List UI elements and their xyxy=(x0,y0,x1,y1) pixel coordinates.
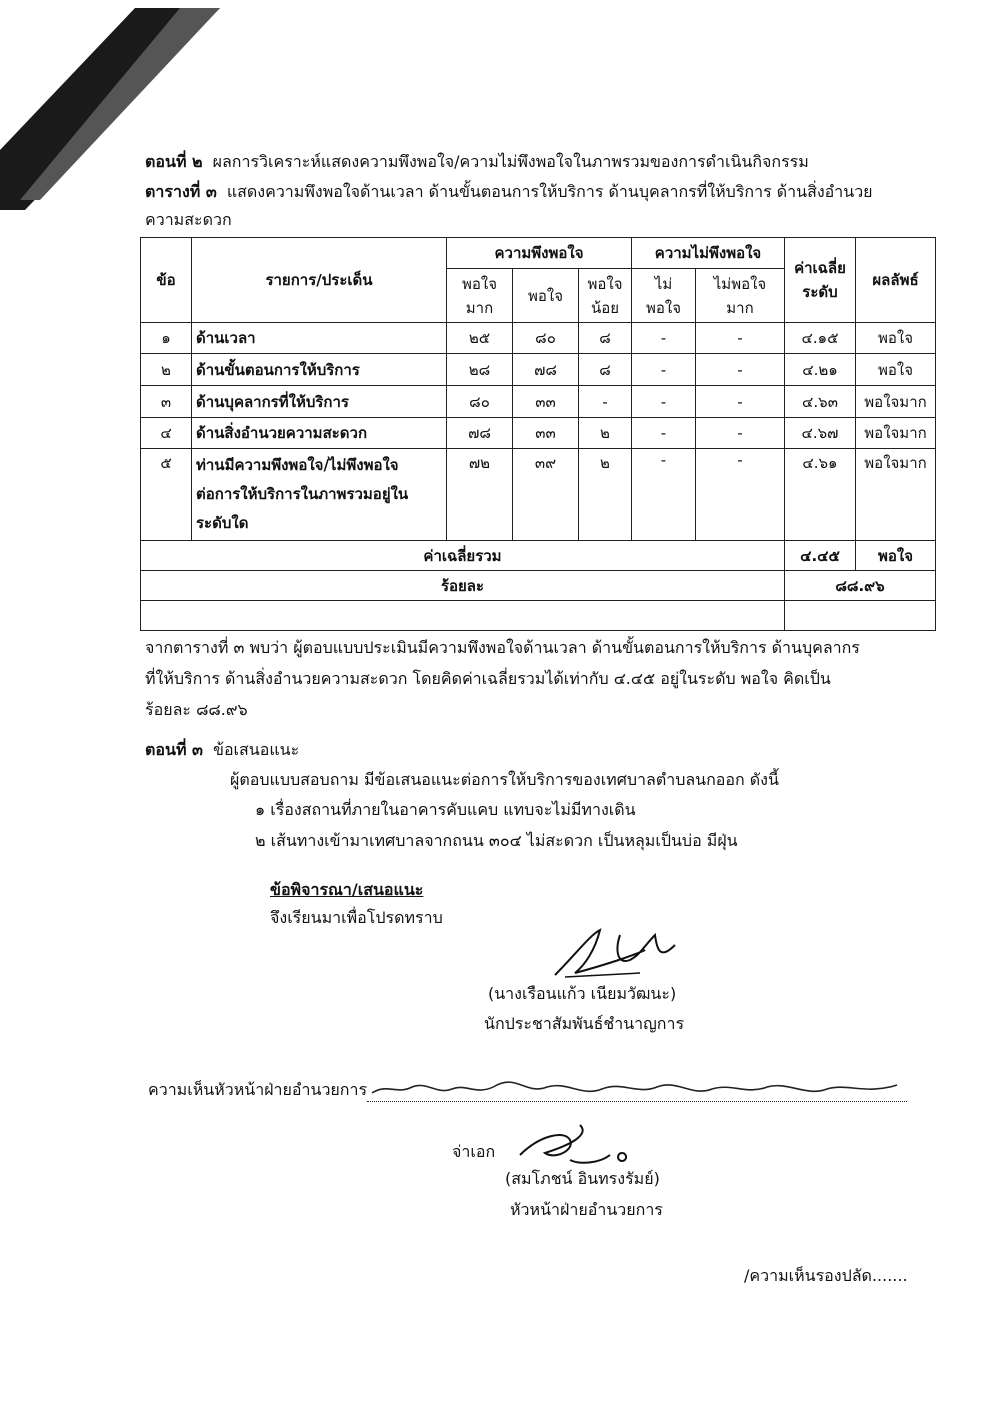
summary-line1: จากตารางที่ ๓ พบว่า ผู้ตอบแบบประเมินมีความพึงพอใจด้านเวลา ด้านขั้นตอนการให้บริการ ด้านบุคลากร xyxy=(145,638,860,657)
consideration-title: ข้อพิจารณา/เสนอแนะ xyxy=(270,880,424,899)
table-row: ๒ ด้านขั้นตอนการให้บริการ ๒๘ ๗๘ ๘ - - ๔.๒๑ พอใจ xyxy=(141,354,936,386)
percent-label: ร้อยละ xyxy=(141,571,785,601)
head-opinion-label: ความเห็นหัวหน้าฝ่ายอำนวยการ xyxy=(148,1080,368,1099)
suggestion-item: ๑ เรื่องสถานที่ภายในอาคารคับแคบ แทบจะไม่มีทางเดิน xyxy=(255,800,636,819)
consideration-text: จึงเรียนมาเพื่อโปรดทราบ xyxy=(270,908,443,927)
header-less-satisfied: พอใจ น้อย xyxy=(579,269,632,323)
summary-line3: ร้อยละ ๘๘.๙๖ xyxy=(145,700,248,719)
table-caption-line2: ความสะดวก xyxy=(145,210,232,229)
table-caption-label: ตารางที่ ๓ xyxy=(145,182,217,201)
table-caption-line1: แสดงความพึงพอใจด้านเวลา ด้านขั้นตอนการให้บริการ ด้านบุคลากรที่ให้บริการ ด้านสิ่งอำนวย xyxy=(226,182,873,201)
part2-label: ตอนที่ ๒ xyxy=(145,152,203,171)
part3-heading xyxy=(145,738,299,762)
results-table xyxy=(140,237,936,631)
part3-label: ตอนที่ ๓ xyxy=(145,740,203,759)
header-satisfaction: ความพึงพอใจ xyxy=(447,238,632,269)
table-caption xyxy=(145,180,873,204)
total-row xyxy=(141,541,936,571)
suggestion-item: ๒ เส้นทางเข้ามาเทศบาลจากถนน ๓๐๔ ไม่สะดวก เป็นหลุมเป็นบ่อ มีฝุ่น xyxy=(255,831,738,850)
signer1-name: (นางเรือนแก้ว เนียมวัฒนะ) xyxy=(488,984,677,1003)
table-row: ๔ ด้านสิ่งอำนวยความสะดวก ๗๘ ๓๓ ๒ - - ๔.๖๗ พอใจมาก xyxy=(141,418,936,449)
part3-intro: ผู้ตอบแบบสอบถาม มีข้อเสนอแนะต่อการให้บริการของเทศบาลตำบลนกออก ดังนี้ xyxy=(230,770,779,789)
header-dissatisfaction: ความไม่พึงพอใจ xyxy=(632,238,785,269)
header-dissatisfied: ไม่ พอใจ xyxy=(632,269,696,323)
header-very-dissatisfied: ไม่พอใจ มาก xyxy=(696,269,785,323)
percent-row xyxy=(141,571,936,601)
signer2-rank: จ่าเอก xyxy=(452,1142,496,1161)
table-row: ๑ ด้านเวลา ๒๕ ๘๐ ๘ - - ๔.๑๕ พอใจ xyxy=(141,323,936,354)
percent-value: ๘๘.๙๖ xyxy=(785,571,936,601)
signature-2 xyxy=(510,1115,640,1175)
signer1-position: นักประชาสัมพันธ์ชำนาญการ xyxy=(484,1014,685,1033)
total-label: ค่าเฉลี่ยรวม xyxy=(141,541,785,571)
signature-1 xyxy=(545,915,685,985)
empty-row xyxy=(141,601,936,631)
header-average: ค่าเฉลี่ย ระดับ xyxy=(785,238,856,323)
handwritten-comment xyxy=(367,1075,907,1101)
signer2-position: หัวหน้าฝ่ายอำนวยการ xyxy=(510,1200,663,1219)
footer-next-page: /ความเห็นรองปลัด....... xyxy=(744,1266,908,1285)
table-row: ๕ ท่านมีความพึงพอใจ/ไม่พึงพอใจ ต่อการให้บริการในภาพรวมอยู่ใน ระดับใด ๗๒ ๓๙ ๒ - - ๔.๖๑ พอใจมาก xyxy=(141,449,936,541)
part3-text: ข้อเสนอแนะ xyxy=(213,740,300,759)
total-average: ๔.๔๕ xyxy=(785,541,856,571)
header-satisfied: พอใจ xyxy=(513,269,579,323)
total-result: พอใจ xyxy=(856,541,936,571)
signer2-name: (สมโภชน์ อินทรงรัมย์) xyxy=(505,1169,660,1188)
header-no: ข้อ xyxy=(141,238,192,323)
header-item: รายการ/ประเด็น xyxy=(192,238,447,323)
header-very-satisfied: พอใจ มาก xyxy=(447,269,513,323)
table-row: ๓ ด้านบุคลากรที่ให้บริการ ๘๐ ๓๓ - - - ๔.๖๓ พอใจมาก xyxy=(141,386,936,418)
summary-line2: ที่ให้บริการ ด้านสิ่งอำนวยความสะดวก โดยคิดค่าเฉลี่ยรวมได้เท่ากับ ๔.๔๕ อยู่ในระดับ พอใจ คิดเป็น xyxy=(145,669,831,688)
part2-text: ผลการวิเคราะห์แสดงความพึงพอใจ/ความไม่พึงพอใจในภาพรวมของการดำเนินกิจกรรม xyxy=(212,152,809,171)
head-opinion-handwriting xyxy=(367,1083,907,1102)
head-opinion xyxy=(148,1078,907,1102)
part2-heading xyxy=(145,150,809,174)
header-result: ผลลัพธ์ xyxy=(856,238,936,323)
scan-corner-shadow xyxy=(0,0,220,210)
